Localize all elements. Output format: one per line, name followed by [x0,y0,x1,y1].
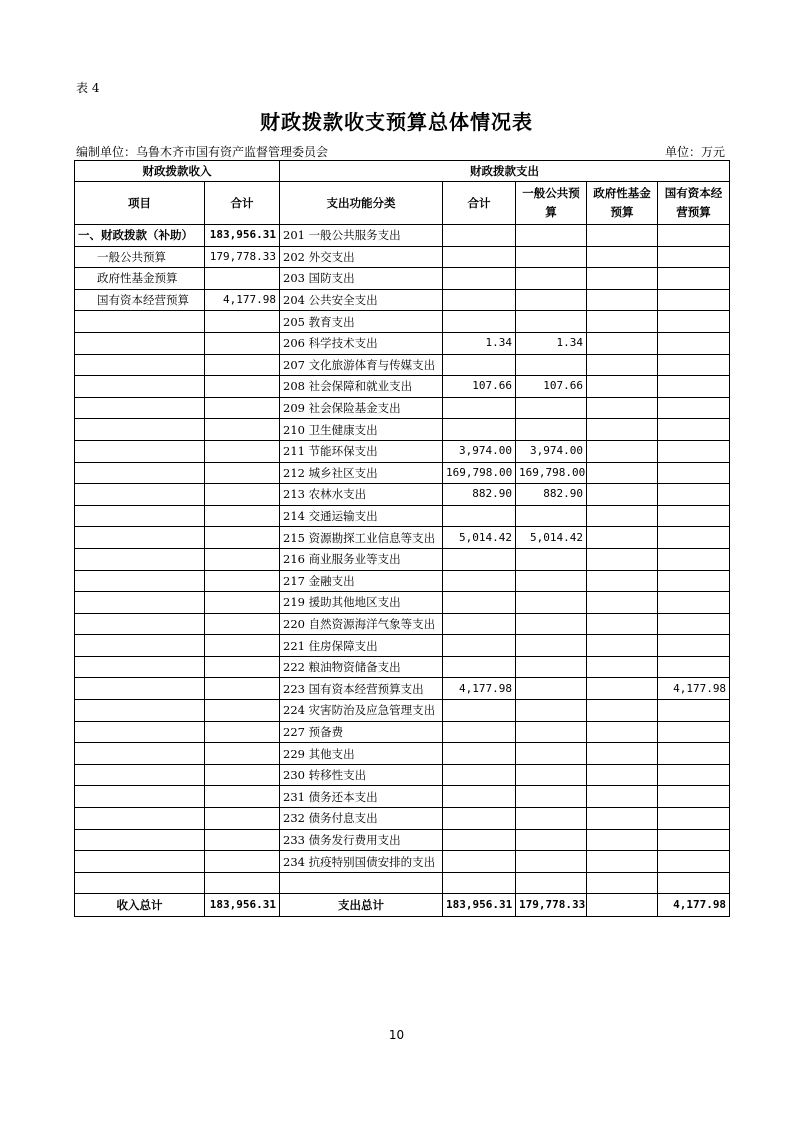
cell-item [75,527,205,549]
cell-exp-total [443,354,516,376]
cell-item [75,354,205,376]
cell-category: 216 商业服务业等支出 [280,548,443,570]
cell-exp-total [443,635,516,657]
fund-total-value [587,894,658,917]
cell-category: 220 自然资源海洋气象等支出 [280,613,443,635]
cell-income [205,548,280,570]
cell-fund [587,570,658,592]
table-row [75,700,730,722]
cell-exp-total [443,808,516,830]
cell-income [205,678,280,700]
cell-exp-total [443,700,516,722]
cell-category: 227 预备费 [280,721,443,743]
cell-general [516,700,587,722]
document-title: 财政拨款收支预算总体情况表 [260,110,533,134]
cell-general [516,225,587,247]
cell-category: 209 社会保险基金支出 [280,397,443,419]
cell-income [205,635,280,657]
column-header-row [75,182,730,225]
cell-category: 201 一般公共服务支出 [280,225,443,247]
cell-income [205,851,280,873]
cell-item [75,872,205,894]
cell-fund [587,548,658,570]
cell-fund [587,268,658,290]
cell-income [205,872,280,894]
page-number: 10 [388,1028,405,1042]
cell-general [516,872,587,894]
compiling-unit: 编制单位：乌鲁木齐市国有资产监督管理委员会 [76,145,329,159]
table-row [75,548,730,570]
table-row [75,332,730,354]
cell-item [75,311,205,333]
cell-exp-total [443,656,516,678]
cell-general [516,721,587,743]
cell-capital [658,440,730,462]
cell-income [205,354,280,376]
cell-capital [658,872,730,894]
cell-exp-total [443,786,516,808]
section-header-row [75,161,730,182]
expenditure-total-value: 183,956.31 [443,894,516,917]
cell-fund [587,354,658,376]
cell-capital [658,548,730,570]
table-row [75,786,730,808]
cell-fund [587,743,658,765]
cell-capital [658,397,730,419]
cell-item [75,462,205,484]
cell-fund [587,462,658,484]
cell-capital: 4,177.98 [658,678,730,700]
cell-item [75,678,205,700]
cell-exp-total: 169,798.00 [443,462,516,484]
cell-general [516,613,587,635]
cell-general [516,851,587,873]
cell-capital [658,246,730,268]
cell-income [205,268,280,290]
cell-capital [658,225,730,247]
cell-item [75,397,205,419]
table-row [75,829,730,851]
table-row [75,743,730,765]
cell-item [75,700,205,722]
cell-income [205,808,280,830]
cell-income [205,332,280,354]
cell-income [205,786,280,808]
cell-general [516,246,587,268]
cell-general: 882.90 [516,484,587,506]
cell-fund [587,440,658,462]
cell-income [205,462,280,484]
cell-exp-total [443,570,516,592]
expenditure-section-header: 财政拨款支出 [280,161,730,182]
table-row [75,311,730,333]
cell-income [205,376,280,398]
table-row [75,635,730,657]
header-category: 支出功能分类 [280,182,443,225]
header-item: 项目 [75,182,205,225]
cell-item [75,505,205,527]
cell-category: 214 交通运输支出 [280,505,443,527]
cell-general: 107.66 [516,376,587,398]
cell-item [75,332,205,354]
cell-income [205,419,280,441]
cell-capital [658,527,730,549]
cell-general [516,786,587,808]
cell-category: 223 国有资本经营预算支出 [280,678,443,700]
header-income-total: 合计 [205,182,280,225]
table-row [75,462,730,484]
table-row [75,527,730,549]
cell-general [516,354,587,376]
cell-fund [587,332,658,354]
cell-capital [658,656,730,678]
cell-general [516,743,587,765]
header-general-budget: 一般公共预算 [516,182,587,225]
cell-income [205,829,280,851]
cell-income [205,764,280,786]
table-row [75,592,730,614]
table-row [75,354,730,376]
cell-exp-total: 1.34 [443,332,516,354]
cell-income [205,743,280,765]
cell-general: 169,798.00 [516,462,587,484]
cell-category: 219 援助其他地区支出 [280,592,443,614]
cell-general [516,289,587,311]
table-row [75,613,730,635]
cell-item [75,743,205,765]
cell-fund [587,613,658,635]
cell-capital [658,635,730,657]
cell-fund [587,246,658,268]
cell-capital [658,419,730,441]
cell-category: 231 债务还本支出 [280,786,443,808]
cell-income [205,505,280,527]
budget-table [74,160,730,917]
cell-exp-total [443,872,516,894]
cell-exp-total [443,851,516,873]
cell-category: 215 资源勘探工业信息等支出 [280,527,443,549]
cell-item [75,376,205,398]
cell-category: 205 教育支出 [280,311,443,333]
cell-fund [587,592,658,614]
cell-fund [587,829,658,851]
cell-capital [658,289,730,311]
cell-general: 3,974.00 [516,440,587,462]
cell-item: 政府性基金预算 [75,268,205,290]
cell-income [205,440,280,462]
cell-item [75,592,205,614]
cell-category: 222 粮油物资储备支出 [280,656,443,678]
cell-general [516,505,587,527]
cell-fund [587,764,658,786]
cell-category: 203 国防支出 [280,268,443,290]
cell-exp-total [443,419,516,441]
cell-general: 1.34 [516,332,587,354]
cell-general [516,397,587,419]
cell-capital [658,354,730,376]
cell-exp-total [443,721,516,743]
table-row [75,851,730,873]
table-row [75,268,730,290]
cell-capital [658,268,730,290]
cell-general [516,678,587,700]
cell-capital [658,764,730,786]
cell-category: 211 节能环保支出 [280,440,443,462]
cell-capital [658,851,730,873]
cell-exp-total [443,505,516,527]
cell-capital [658,829,730,851]
cell-fund [587,505,658,527]
cell-capital [658,700,730,722]
cell-capital [658,743,730,765]
cell-fund [587,700,658,722]
cell-item [75,440,205,462]
cell-general [516,592,587,614]
cell-category: 206 科学技术支出 [280,332,443,354]
cell-fund [587,289,658,311]
cell-general [516,548,587,570]
cell-fund [587,635,658,657]
cell-item [75,656,205,678]
cell-income [205,527,280,549]
cell-income [205,484,280,506]
header-fund-budget: 政府性基金预算 [587,182,658,225]
cell-item [75,419,205,441]
cell-category: 232 债务付息支出 [280,808,443,830]
cell-fund [587,678,658,700]
cell-income [205,700,280,722]
cell-exp-total: 5,014.42 [443,527,516,549]
cell-category: 210 卫生健康支出 [280,419,443,441]
cell-capital [658,311,730,333]
cell-fund [587,527,658,549]
cell-item [75,829,205,851]
income-total-label: 收入总计 [75,894,205,917]
cell-general [516,268,587,290]
cell-fund [587,786,658,808]
table-row [75,376,730,398]
cell-general [516,570,587,592]
table-row [75,289,730,311]
cell-capital [658,570,730,592]
cell-capital [658,592,730,614]
cell-category: 217 金融支出 [280,570,443,592]
cell-fund [587,484,658,506]
table-row [75,678,730,700]
cell-item [75,786,205,808]
cell-item [75,851,205,873]
cell-income [205,656,280,678]
cell-category: 204 公共安全支出 [280,289,443,311]
cell-exp-total [443,743,516,765]
totals-row [75,894,730,917]
cell-category: 213 农林水支出 [280,484,443,506]
cell-exp-total [443,829,516,851]
income-total-value: 183,956.31 [205,894,280,917]
header-state-capital-budget: 国有资本经营预算 [658,182,730,225]
cell-general [516,419,587,441]
cell-item: 国有资本经营预算 [75,289,205,311]
header-exp-total: 合计 [443,182,516,225]
cell-general [516,764,587,786]
currency-unit: 单位：万元 [664,145,725,159]
table-row [75,419,730,441]
cell-category: 202 外交支出 [280,246,443,268]
cell-capital [658,721,730,743]
cell-exp-total: 107.66 [443,376,516,398]
table-row [75,225,730,247]
expenditure-total-label: 支出总计 [280,894,443,917]
cell-capital [658,808,730,830]
table-row [75,570,730,592]
cell-category: 208 社会保障和就业支出 [280,376,443,398]
cell-exp-total [443,246,516,268]
cell-exp-total [443,311,516,333]
cell-exp-total: 3,974.00 [443,440,516,462]
cell-item [75,484,205,506]
capital-total-value: 4,177.98 [658,894,730,917]
cell-income: 4,177.98 [205,289,280,311]
cell-capital [658,613,730,635]
table-row [75,721,730,743]
cell-income [205,311,280,333]
table-row [75,440,730,462]
cell-fund [587,721,658,743]
cell-fund [587,225,658,247]
cell-income [205,570,280,592]
cell-exp-total [443,613,516,635]
cell-category: 234 抗疫特别国债安排的支出 [280,851,443,873]
cell-general [516,311,587,333]
cell-income [205,721,280,743]
cell-capital [658,484,730,506]
cell-category [280,872,443,894]
cell-item [75,635,205,657]
cell-income: 179,778.33 [205,246,280,268]
table-row [75,656,730,678]
cell-capital [658,376,730,398]
table-row [75,872,730,894]
table-row [75,246,730,268]
cell-fund [587,376,658,398]
cell-exp-total [443,225,516,247]
cell-exp-total [443,397,516,419]
cell-income [205,592,280,614]
cell-exp-total [443,764,516,786]
cell-category: 229 其他支出 [280,743,443,765]
cell-fund [587,656,658,678]
cell-general [516,635,587,657]
cell-capital [658,462,730,484]
cell-income: 183,956.31 [205,225,280,247]
cell-general [516,829,587,851]
cell-category: 212 城乡社区支出 [280,462,443,484]
cell-item [75,570,205,592]
cell-fund [587,397,658,419]
cell-general: 5,014.42 [516,527,587,549]
cell-category: 221 住房保障支出 [280,635,443,657]
cell-capital [658,786,730,808]
cell-income [205,397,280,419]
cell-general [516,808,587,830]
cell-category: 224 灾害防治及应急管理支出 [280,700,443,722]
table-row [75,505,730,527]
cell-category: 230 转移性支出 [280,764,443,786]
cell-fund [587,808,658,830]
cell-capital [658,332,730,354]
cell-category: 207 文化旅游体育与传媒支出 [280,354,443,376]
cell-exp-total [443,289,516,311]
income-section-header: 财政拨款收入 [75,161,280,182]
cell-exp-total: 4,177.98 [443,678,516,700]
cell-exp-total [443,268,516,290]
cell-item [75,548,205,570]
cell-item: 一、财政拨款（补助） [75,225,205,247]
cell-item: 一般公共预算 [75,246,205,268]
cell-item [75,721,205,743]
cell-category: 233 债务发行费用支出 [280,829,443,851]
table-row [75,808,730,830]
cell-exp-total [443,548,516,570]
cell-exp-total [443,592,516,614]
table-row [75,484,730,506]
cell-exp-total: 882.90 [443,484,516,506]
cell-general [516,656,587,678]
cell-fund [587,419,658,441]
table-row [75,764,730,786]
cell-item [75,764,205,786]
cell-item [75,808,205,830]
table-label: 表 4 [76,81,100,95]
cell-fund [587,311,658,333]
cell-fund [587,851,658,873]
cell-item [75,613,205,635]
general-total-value: 179,778.33 [516,894,587,917]
cell-capital [658,505,730,527]
cell-income [205,613,280,635]
table-row [75,397,730,419]
cell-fund [587,872,658,894]
